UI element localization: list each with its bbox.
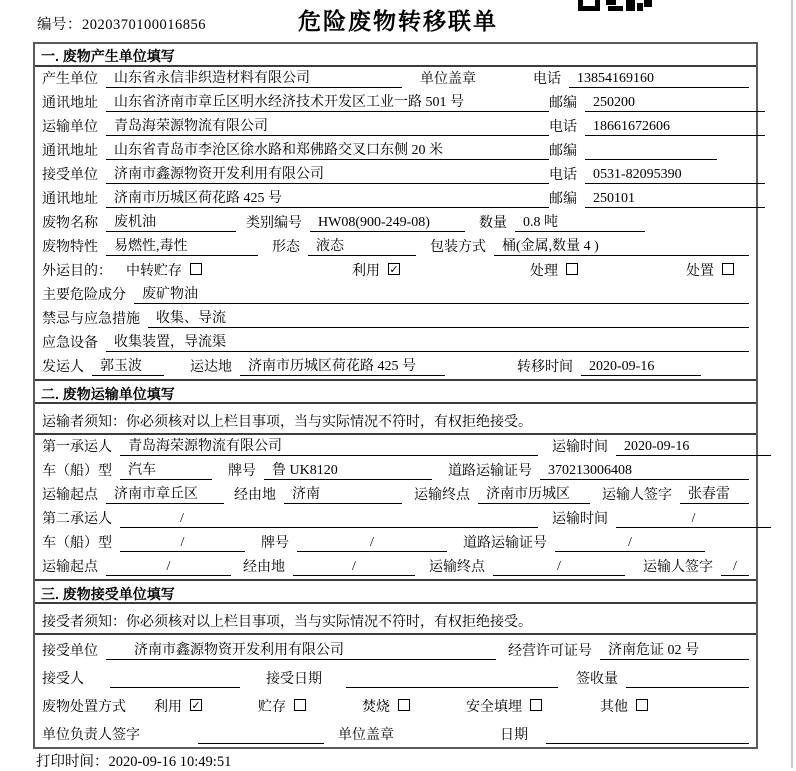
row-route2 <box>35 555 756 579</box>
treat-checkbox <box>566 263 578 275</box>
end1-value: 济南市历城区 <box>478 483 590 504</box>
sign1-label: 运输人签字 <box>602 488 672 503</box>
character-label: 废物特性 <box>42 240 98 255</box>
section2-notice: 运输者须知：你必须核对以上栏目事项，当与实际情况不符时，有权拒绝接受。 <box>35 404 756 435</box>
carrier2-value: / <box>120 511 538 528</box>
license-label: 经营许可证号 <box>508 644 592 659</box>
producer-value: 山东省永信非织造材料有限公司 <box>106 67 402 88</box>
license-value: 济南危证 02 号 <box>600 639 749 660</box>
date2-label: 日期 <box>500 728 528 743</box>
date2-value <box>546 727 749 744</box>
disposal-option-label: 其他 <box>600 700 628 715</box>
waste-name-label: 废物名称 <box>42 216 98 231</box>
addr2-label: 通讯地址 <box>42 144 98 159</box>
carrier1-label: 第一承运人 <box>42 440 112 455</box>
permit2-label: 道路运输证号 <box>463 536 547 551</box>
addr1-label: 通讯地址 <box>42 96 98 111</box>
seal-label: 单位盖章 <box>420 72 476 87</box>
dispose-checkbox <box>722 263 734 275</box>
zip1-label: 邮编 <box>549 96 577 111</box>
permit2-value: / <box>555 535 705 552</box>
page-title: 危险废物转移联单 <box>298 8 498 34</box>
disposal-option-label: 焚烧 <box>362 700 390 715</box>
end1-label: 运输终点 <box>414 488 470 503</box>
addr1-value: 山东省济南市章丘区明水经济技术开发区工业一路 501 号 <box>106 91 549 112</box>
transfer-time-value: 2020-09-16 <box>581 359 701 376</box>
disposal-store-checkbox <box>294 699 306 711</box>
origin1-label: 运输起点 <box>42 488 98 503</box>
manager-sign-value <box>198 727 324 744</box>
plate2-label: 牌号 <box>261 536 289 551</box>
receiver-label: 接受单位 <box>42 168 98 183</box>
vehicle2-label: 车（船）型 <box>42 536 112 551</box>
origin1-value: 济南市章丘区 <box>106 483 224 504</box>
document-number-value: 2020370100016856 <box>82 17 206 33</box>
carrier1-value: 青岛海荣源物流有限公司 <box>120 435 538 456</box>
time1-value: 2020-09-16 <box>616 439 771 456</box>
via1-value: 济南 <box>284 483 402 504</box>
utilize-checkbox: ✓ <box>389 262 399 276</box>
document-number-label: 编号： <box>37 17 82 33</box>
row-first-carrier <box>35 435 756 459</box>
row-transporter <box>35 115 756 139</box>
row-route1 <box>35 483 756 507</box>
row-emergency-equipment <box>35 331 756 355</box>
manager-sign-label: 单位负责人签字 <box>42 728 140 743</box>
qr-code-fragment <box>578 0 652 11</box>
purpose-option-label: 利用 <box>352 264 380 279</box>
dest-label: 运达地 <box>190 360 232 375</box>
disposal-option-label: 贮存 <box>258 700 286 715</box>
taboo-value: 收集、导流 <box>148 307 749 328</box>
page-edge-line <box>791 0 793 768</box>
phone1-label: 电话 <box>533 72 561 87</box>
disposal-utilize-checkbox: ✓ <box>191 698 201 712</box>
row-waste-name <box>35 211 756 235</box>
zip3-label: 邮编 <box>549 192 577 207</box>
disposal-label: 废物处置方式 <box>42 700 126 715</box>
receive-date-label: 接受日期 <box>266 672 322 687</box>
waste-name-value: 废机油 <box>106 211 236 232</box>
equipment-label: 应急设备 <box>42 336 98 351</box>
purpose-option-utilize <box>352 260 400 280</box>
section3-title: 三. 废物接受单位填写 <box>35 579 756 604</box>
equipment-value: 收集装置，导流渠 <box>106 331 749 352</box>
end2-label: 运输终点 <box>429 560 485 575</box>
sign2-value: / <box>721 559 749 576</box>
packing-value: 桶(金属,数量 4 ) <box>494 235 749 256</box>
disposal-option-label: 安全填埋 <box>466 700 522 715</box>
character-value: 易燃性,毒性 <box>106 235 258 256</box>
row-taboo-measures <box>35 307 756 331</box>
section1-title: 一. 废物产生单位填写 <box>35 44 756 67</box>
disposal-option-utilize <box>154 696 202 716</box>
zip1-value: 250200 <box>585 95 765 112</box>
shipper-value: 郭玉波 <box>92 355 164 376</box>
phone3-label: 电话 <box>549 168 577 183</box>
addr2-value: 山东省青岛市李沧区徐水路和郑佛路交叉口东侧 20 米 <box>106 139 549 160</box>
row-transport-purpose <box>35 259 756 283</box>
receive-person-value <box>110 671 240 688</box>
shipper-label: 发运人 <box>42 360 84 375</box>
permit1-value: 370213006408 <box>540 463 749 480</box>
addr3-label: 通讯地址 <box>42 192 98 207</box>
category-label: 类别编号 <box>246 216 302 231</box>
via2-value: / <box>293 559 415 576</box>
purpose-option-transfer-storage <box>126 260 202 280</box>
category-value: HW08(900-249-08) <box>310 215 465 232</box>
vehicle1-label: 车（船）型 <box>42 464 112 479</box>
disposal-landfill-checkbox <box>530 699 542 711</box>
phone1-value: 13854169160 <box>569 71 749 88</box>
hazard-value: 废矿物油 <box>134 283 749 304</box>
purpose-option-label: 处理 <box>530 264 558 279</box>
receive-person-label: 接受人 <box>42 672 84 687</box>
transfer-storage-checkbox <box>190 263 202 275</box>
zip2-label: 邮编 <box>549 144 577 159</box>
carrier2-label: 第二承运人 <box>42 512 112 527</box>
addr3-value: 济南市历城区荷花路 425 号 <box>106 187 549 208</box>
qty-label: 数量 <box>479 216 507 231</box>
disposal-incinerate-checkbox <box>398 699 410 711</box>
time2-label: 运输时间 <box>552 512 608 527</box>
purpose-option-treat <box>530 260 578 280</box>
zip3-value: 250101 <box>585 191 765 208</box>
origin2-label: 运输起点 <box>42 560 98 575</box>
receive-unit-label: 接受单位 <box>42 644 98 659</box>
transporter-label: 运输单位 <box>42 120 98 135</box>
purpose-option-label: 处置 <box>686 264 714 279</box>
plate1-label: 牌号 <box>228 464 256 479</box>
row-vehicle2 <box>35 531 756 555</box>
packing-label: 包装方式 <box>430 240 486 255</box>
row-waste-character <box>35 235 756 259</box>
permit1-label: 道路运输证号 <box>448 464 532 479</box>
purpose-label: 外运目的： <box>42 264 112 279</box>
form-value: 液态 <box>308 235 416 256</box>
row-manager-sign <box>35 719 756 747</box>
row-producer-address <box>35 91 756 115</box>
transporter-value: 青岛海荣源物流有限公司 <box>106 115 549 136</box>
row-shipper <box>35 355 756 379</box>
sign1-value: 张春雷 <box>680 483 749 504</box>
row-transporter-address <box>35 139 756 163</box>
receive-unit-value: 济南市鑫源物资开发利用有限公司 <box>106 639 496 660</box>
amount-label: 签收量 <box>576 672 618 687</box>
producer-label: 产生单位 <box>42 72 98 87</box>
disposal-option-store <box>258 696 306 716</box>
purpose-option-label: 中转贮存 <box>126 264 182 279</box>
end2-value: / <box>493 559 625 576</box>
disposal-option-label: 利用 <box>154 700 182 715</box>
row-receive-unit <box>35 635 756 663</box>
amount-value <box>626 671 749 688</box>
form-label: 形态 <box>272 240 300 255</box>
row-receive-person <box>35 663 756 691</box>
via1-label: 经由地 <box>234 488 276 503</box>
disposal-option-other <box>600 696 648 716</box>
disposal-option-incinerate <box>362 696 410 716</box>
print-time: 打印时间：2020-09-16 10:49:51 <box>36 754 232 770</box>
hazard-label: 主要危险成分 <box>42 288 126 303</box>
section3-notice: 接受者须知：你必须核对以上栏目事项，当与实际情况不符时，有权拒绝接受。 <box>35 604 756 635</box>
time1-label: 运输时间 <box>552 440 608 455</box>
qty-value: 0.8 吨 <box>515 211 645 232</box>
sign2-label: 运输人签字 <box>643 560 713 575</box>
via2-label: 经由地 <box>243 560 285 575</box>
transfer-time-label: 转移时间 <box>517 360 573 375</box>
row-producer <box>35 67 756 91</box>
phone3-value: 0531-82095390 <box>585 167 765 184</box>
row-hazard-component <box>35 283 756 307</box>
row-receiver-address <box>35 187 756 211</box>
transfer-form-table <box>33 42 758 749</box>
disposal-option-landfill <box>466 696 542 716</box>
disposal-other-checkbox <box>636 699 648 711</box>
plate1-value: 鲁 UK8120 <box>264 459 432 480</box>
row-receiver <box>35 163 756 187</box>
plate2-value: / <box>297 535 447 552</box>
vehicle1-value: 汽车 <box>120 459 212 480</box>
receive-date-value <box>346 671 558 688</box>
section2-title: 二. 废物运输单位填写 <box>35 379 756 404</box>
row-second-carrier <box>35 507 756 531</box>
purpose-option-dispose <box>686 260 734 280</box>
dest-value: 济南市历城区荷花路 425 号 <box>240 355 445 376</box>
phone2-label: 电话 <box>549 120 577 135</box>
unit-seal-label: 单位盖章 <box>338 728 394 743</box>
receiver-value: 济南市鑫源物资开发利用有限公司 <box>106 163 549 184</box>
row-disposal-method <box>35 691 756 719</box>
phone2-value: 18661672606 <box>585 119 765 136</box>
taboo-label: 禁忌与应急措施 <box>42 312 140 327</box>
origin2-value: / <box>106 559 231 576</box>
row-vehicle1 <box>35 459 756 483</box>
zip2-value <box>585 143 717 160</box>
vehicle2-value: / <box>120 535 245 552</box>
time2-value: / <box>616 511 771 528</box>
